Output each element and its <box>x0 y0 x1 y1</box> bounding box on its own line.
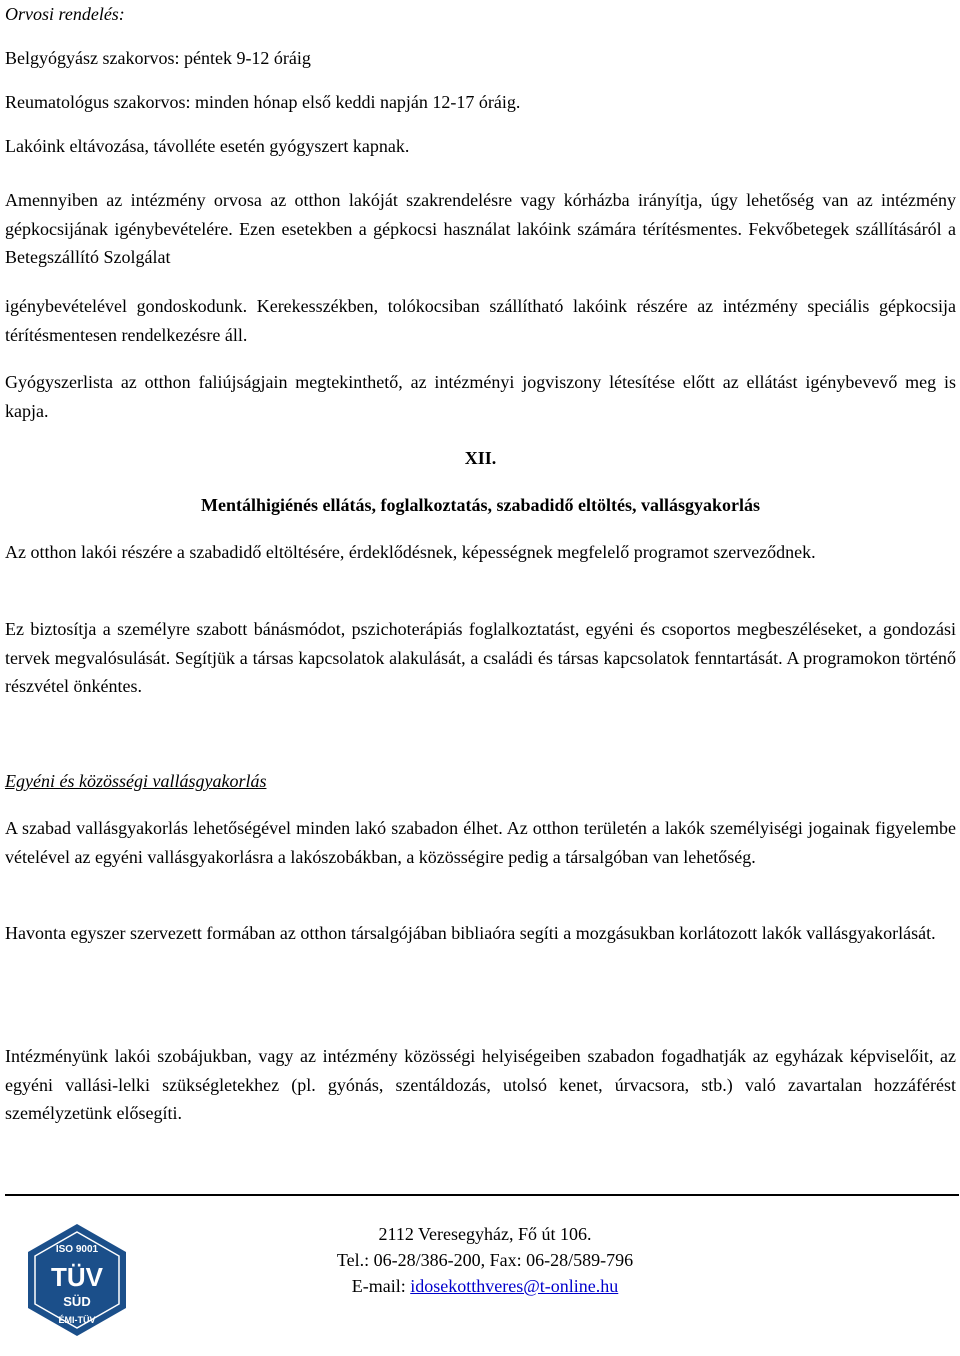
footer-email-link[interactable]: idosekotthveres@t-online.hu <box>410 1276 619 1296</box>
leisure-paragraph-2: Ez biztosítja a személyre szabott bánásmódot, pszichoterápiás foglalkoztatást, egyéni és csoportos megbeszéléseket, a gondozási tervek megvalósulását. Segítjük a társas kapcsolatok alakulását, a családi és társas kapcsolatok fenntartását. A programokon történő részvétel önkéntes. <box>5 619 956 696</box>
section-number: XII. <box>464 448 497 468</box>
medical-line-medication: Lakóink eltávozása, távolléte esetén gyógyszert kapnak. <box>5 136 410 156</box>
logo-emi-text: ÉMI-TÜV <box>58 1315 96 1325</box>
logo-sud-text: SÜD <box>63 1294 91 1309</box>
medical-line-rheumatologist: Reumatológus szakorvos: minden hónap első keddi napján 12-17 óráig. <box>5 92 521 112</box>
footer-email-line <box>200 1273 770 1299</box>
logo-iso-text: ISO 9001 <box>55 1244 99 1255</box>
religion-heading: Egyéni és közösségi vallásgyakorlás <box>5 771 267 791</box>
religion-paragraph-1: A szabad vallásgyakorlás lehetőségével minden lakó szabadon élhet. Az otthon területén a lakók személyiségi jogainak figyelembe vételével az egyéni vallásgyakorlásra a lakószobákban, a közösségire pedig a társalgóban van lehetőség. <box>5 818 956 867</box>
leisure-paragraph-1: Az otthon lakói részére a szabadidő eltöltésére, érdeklődésnek, képességnek megfelelő programot szerveződnek. <box>5 542 816 562</box>
transport-paragraph-2: igénybevételével gondoskodunk. Kerekesszékben, tolókocsiban szállítható lakóink részére az intézmény speciális gépkocsija térítésmentesen rendelkezésre áll. <box>5 296 956 345</box>
medical-heading: Orvosi rendelés: <box>5 4 125 24</box>
logo-tuv-text: TÜV <box>51 1262 103 1292</box>
tuv-sud-logo <box>22 1222 132 1338</box>
footer-divider <box>5 1194 959 1196</box>
section-title: Mentálhigiénés ellátás, foglalkoztatás, szabadidő eltöltés, vallásgyakorlás <box>201 495 760 515</box>
footer-contact <box>200 1221 770 1299</box>
transport-paragraph-1: Amennyiben az intézmény orvosa az otthon lakóját szakrendelésre vagy kórházba irányítja, úgy lehetőség van az intézmény gépkocsijának igénybevételére. Ezen esetekben a gépkocsi használat lakóink számára térítésmentes. Fekvőbetegek szállításáról a Betegszállító Szolgálat <box>5 190 956 267</box>
religion-paragraph-2: Havonta egyszer szervezett formában az otthon társalgójában bibliaóra segíti a mozgásukban korlátozott lakók vallásgyakorlását. <box>5 923 936 943</box>
footer-phone: Tel.: 06-28/386-200, Fax: 06-28/589-796 <box>336 1250 634 1270</box>
footer-address: 2112 Veresegyház, Fő út 106. <box>378 1224 592 1244</box>
medical-line-internist: Belgyógyász szakorvos: péntek 9-12 óráig <box>5 48 311 68</box>
religion-paragraph-3: Intézményünk lakói szobájukban, vagy az intézmény közösségi helyiségeiben szabadon fogadhatják az egyházak képviselőit, az egyéni vallási-lelki szükségletekhez (pl. gyónás, szentáldozás, utolsó kenet, úrvacsora, stb.) való zavartalan hozzáférést személyzetünk elősegíti. <box>5 1046 956 1123</box>
drug-list-paragraph: Gyógyszerlista az otthon faliújságjain megtekinthető, az intézményi jogviszony létesítése előtt az ellátást igénybevevő meg is kapja. <box>5 372 956 421</box>
footer-email-label: E-mail: <box>351 1276 411 1296</box>
